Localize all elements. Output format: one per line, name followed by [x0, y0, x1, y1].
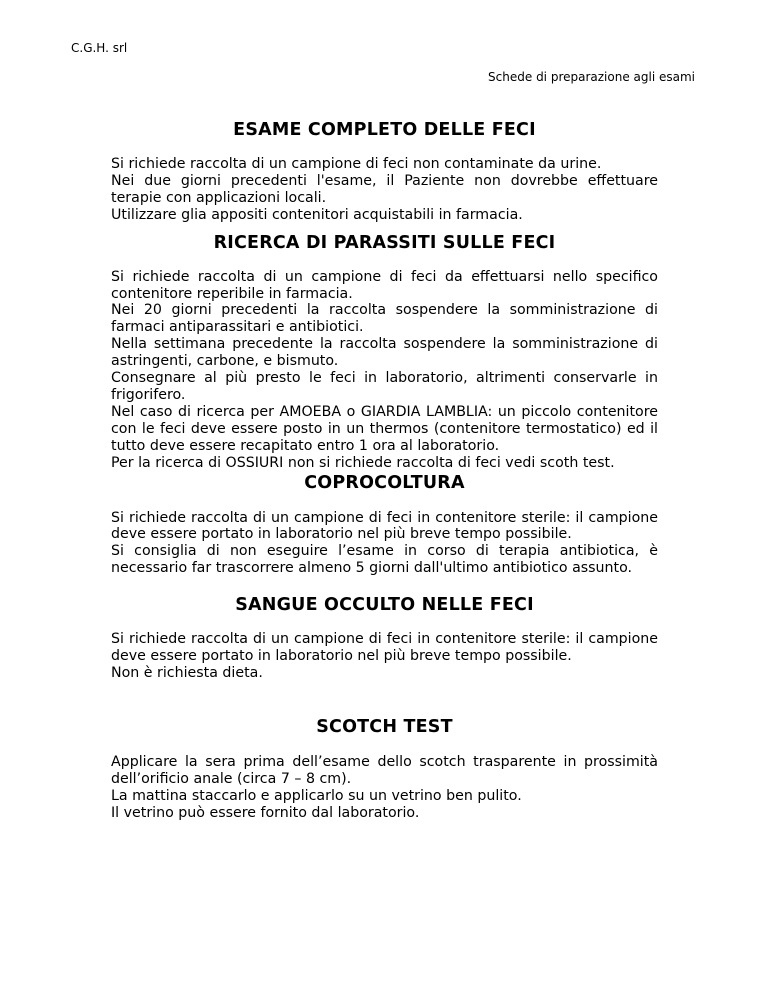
document-content	[111, 113, 658, 821]
document-title: Schede di preparazione agli esami	[488, 70, 695, 84]
section-body-scotch-test	[111, 754, 658, 822]
paragraph: Utilizzare glia appositi contenitori acquistabili in farmacia.	[111, 206, 523, 223]
section-title-sangue-occulto: SANGUE OCCULTO NELLE FECI	[235, 595, 534, 616]
paragraph: Si richiede raccolta di un campione di feci in contenitore sterile: il campione deve essere portato in laboratorio nel più breve tempo possibile.	[111, 631, 658, 665]
section-title-scotch-test: SCOTCH TEST	[316, 716, 453, 737]
paragraph: Il vetrino può essere fornito dal laboratorio.	[111, 804, 420, 821]
paragraph: Non è richiesta dieta.	[111, 664, 263, 681]
section-title-coprocoltura: COPROCOLTURA	[304, 472, 465, 493]
section-title-esame-completo: ESAME COMPLETO DELLE FECI	[233, 120, 536, 140]
paragraph: La mattina staccarlo e applicarlo su un vetrino ben pulito.	[111, 787, 522, 804]
paragraph: Si richiede raccolta di un campione di feci da effettuarsi nello specifico contenitore reperibile in farmacia.	[111, 268, 658, 302]
paragraph: Nei 20 giorni precedenti la raccolta sospendere la somministrazione di farmaci antiparassitari e antibiotici.	[111, 302, 658, 336]
paragraph: Si consiglia di non eseguire l’esame in corso di terapia antibiotica, è necessario far trascorrere almeno 5 giorni dall'ultimo antibiotico assunto.	[111, 543, 658, 577]
paragraph: Si richiede raccolta di un campione di feci non contaminate da urine.	[111, 156, 602, 172]
paragraph: Nel caso di ricerca per AMOEBA o GIARDIA LAMBLIA: un piccolo contenitore con le feci deve essere posto in un thermos (contenitore termostatico) ed il tutto deve essere recapitato entro 1 ora al laboratorio.	[111, 403, 658, 454]
paragraph: Applicare la sera prima dell’esame dello scotch trasparente in prossimità dell’orificio anale (circa 7 – 8 cm).	[111, 753, 658, 787]
paragraph: Si richiede raccolta di un campione di feci in contenitore sterile: il campione deve essere portato in laboratorio nel più breve tempo possibile.	[111, 509, 658, 543]
paragraph: Nei due giorni precedenti l'esame, il Paziente non dovrebbe effettuare terapie con applicazioni locali.	[111, 172, 658, 206]
company-name: C.G.H. srl	[71, 41, 128, 55]
section-title-ricerca-parassiti: RICERCA DI PARASSITI SULLE FECI	[213, 232, 556, 253]
paragraph: Consegnare al più presto le feci in laboratorio, altrimenti conservarle in frigorifero.	[111, 370, 658, 403]
paragraph: Nella settimana precedente la raccolta sospendere la somministrazione di astringenti, carbone, e bismuto.	[111, 336, 658, 370]
paragraph: Per la ricerca di OSSIURI non si richiede raccolta di feci vedi scoth test.	[111, 454, 615, 471]
section-body-coprocoltura	[111, 510, 658, 578]
section-body-sangue-occulto	[111, 631, 658, 682]
section-body-ricerca-parassiti	[111, 269, 658, 472]
section-body-esame-completo	[111, 156, 658, 224]
